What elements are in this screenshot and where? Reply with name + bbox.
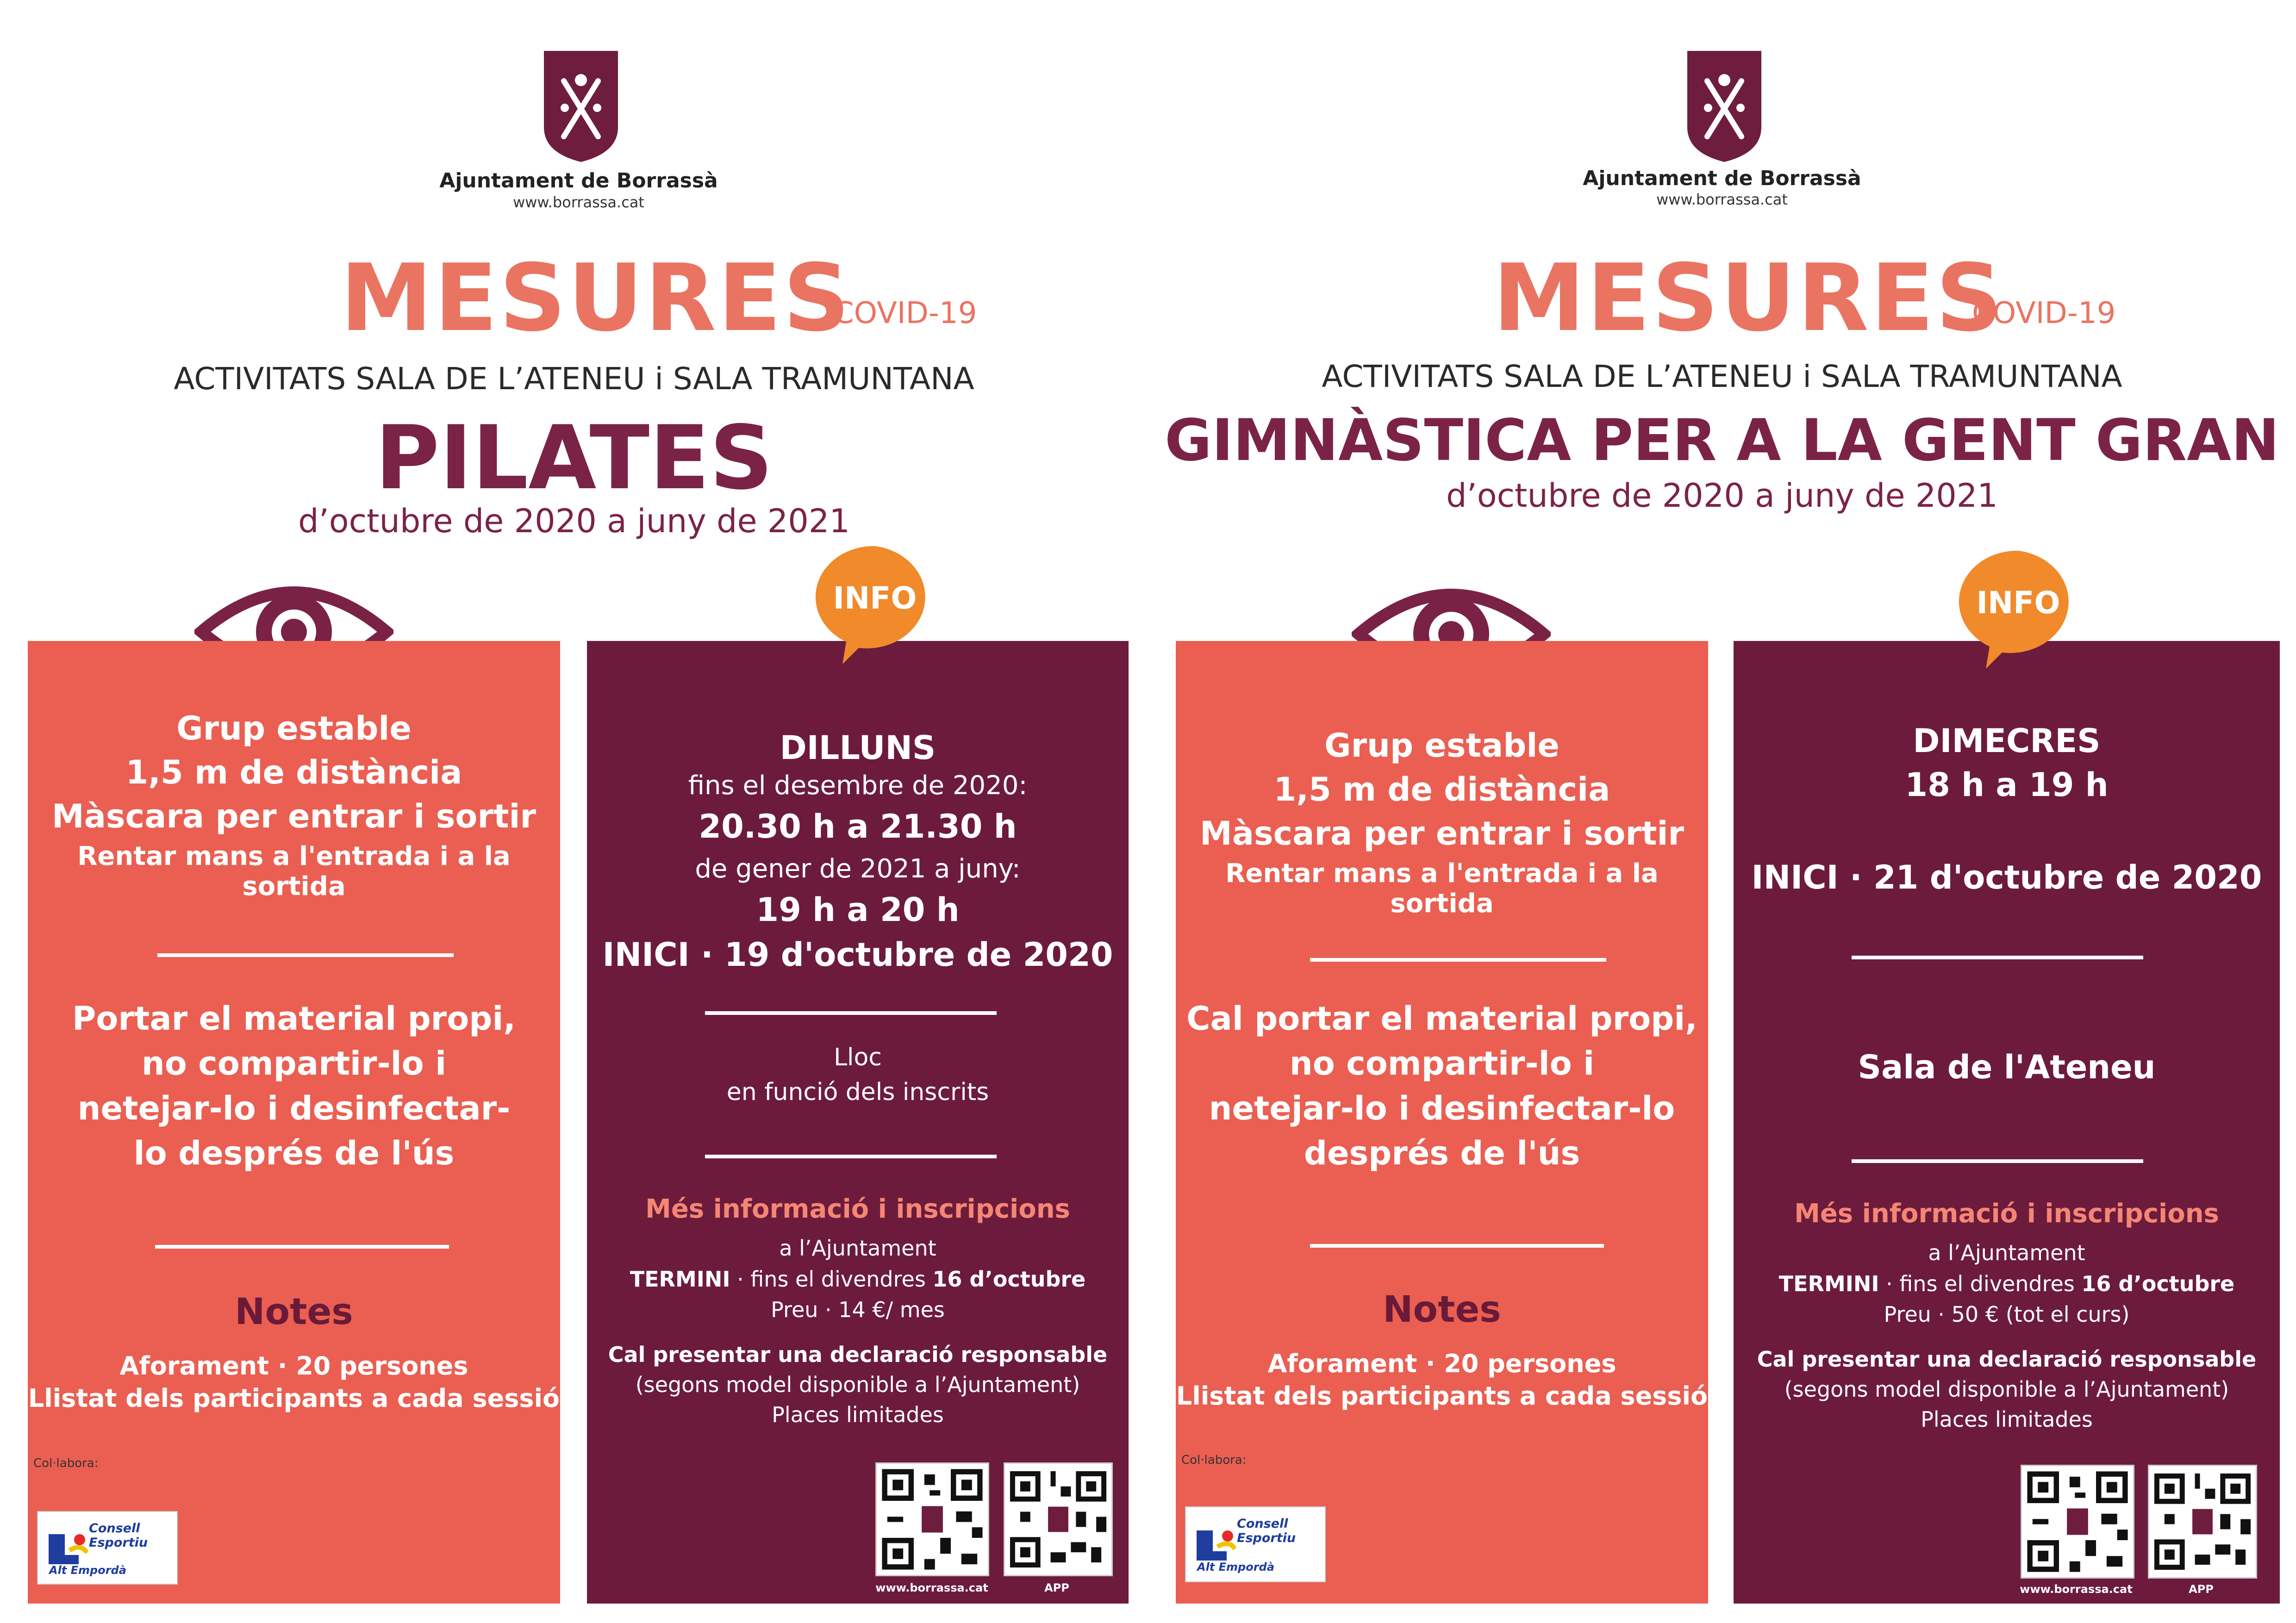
more-info-heading: Més informació i inscripcions (645, 1194, 1070, 1224)
measure-hand-washing: Rentar mans a l'entrada i a la sortida (77, 841, 511, 902)
org-website: www.borrassa.cat (1656, 191, 1788, 208)
info-bubble-label: INFO (833, 580, 917, 616)
org-name: Ajuntament de Borrassà (439, 169, 718, 193)
place-detail: en funció dels inscrits (726, 1078, 989, 1106)
divider (157, 953, 454, 957)
measure-distance: 1,5 m de distància (125, 753, 462, 791)
org-name: Ajuntament de Borrassà (1583, 167, 1861, 190)
start-date: INICI · 19 d'octubre de 2020 (602, 936, 1113, 974)
deadline-label: TERMINI (630, 1267, 730, 1292)
divider (1852, 1159, 2143, 1163)
measure-hand-washing: Rentar mans a l'entrada i a la sortida (1225, 858, 1659, 919)
qr-code-icon[interactable] (2021, 1465, 2134, 1579)
declaration-model: (segons model disponible a l’Ajuntament) (1784, 1377, 2229, 1402)
declaration-required: Cal presentar una declaració responsable (608, 1342, 1108, 1367)
measures-panel (1176, 641, 1708, 1604)
measure-stable-group: Grup estable (1324, 727, 1560, 765)
material-line-1: Portar el material propi, (72, 1000, 516, 1038)
consell-esportiu-logo (37, 1511, 178, 1585)
consell-esportiu-logo (1185, 1506, 1326, 1582)
divider (1310, 1244, 1604, 1248)
collab-logo-text-2: Alt Empordà (1197, 1561, 1274, 1573)
period-2: de gener de 2021 a juny: (695, 854, 1021, 884)
weekday: DILLUNS (780, 729, 936, 767)
deadline-text: · fins el divendres (730, 1267, 933, 1292)
measure-mask: Màscara per entrar i sortir (52, 797, 536, 835)
qr-website-label: www.borrassa.cat (2020, 1583, 2133, 1596)
collab-label: Col·labora: (1181, 1453, 1247, 1467)
weekday: DIMECRES (1913, 722, 2101, 760)
qr-app-label: APP (1044, 1581, 1069, 1594)
main-title: MESURES (340, 244, 852, 352)
collab-logo-text-1: Consell Esportiu (1237, 1517, 1296, 1545)
info-bubble-icon (1953, 544, 2083, 673)
material-line-4: després de l'ús (1304, 1134, 1580, 1172)
divider (705, 1155, 997, 1158)
material-line-2: no compartir-lo i (1289, 1045, 1595, 1082)
qr-website-label: www.borrassa.cat (875, 1581, 988, 1594)
qr-code-icon[interactable] (2148, 1465, 2257, 1579)
info-panel (587, 641, 1129, 1604)
time-1: 20.30 h a 21.30 h (699, 808, 1017, 846)
divider (155, 1245, 449, 1249)
season-dates: d’octubre de 2020 a juny de 2021 (1446, 477, 1998, 515)
notes-participants: Llistat dels participants a cada sessió (28, 1384, 560, 1413)
collab-logo-text-2: Alt Empordà (49, 1564, 126, 1577)
season-dates: d’octubre de 2020 a juny de 2021 (298, 502, 850, 540)
period-1: fins el desembre de 2020: (688, 771, 1028, 801)
consell-esportiu-logo-icon (1194, 1526, 1236, 1563)
notes-title: Notes (1383, 1289, 1501, 1331)
covid-label: COVID-19 (1972, 296, 2116, 330)
more-info-heading: Més informació i inscripcions (1794, 1199, 2219, 1229)
limited-places: Places limitades (1921, 1407, 2093, 1432)
collab-logo-text-1: Consell Esportiu (89, 1521, 148, 1550)
notes-title: Notes (235, 1291, 353, 1333)
start-date: INICI · 21 d'octubre de 2020 (1751, 858, 2262, 896)
deadline-label: TERMINI (1778, 1271, 1879, 1296)
material-line-1: Cal portar el material propi, (1186, 1000, 1697, 1038)
qr-code-icon[interactable] (875, 1462, 989, 1576)
activity-title: GIMNÀSTICA PER A LA GENT GRAN (1165, 407, 2279, 474)
deadline-text: · fins el divendres (1879, 1271, 2082, 1296)
material-line-2: no compartir-lo i (141, 1045, 447, 1082)
material-line-3: netejar-lo i desinfectar-lo (1209, 1089, 1675, 1127)
deadline (1734, 1271, 2280, 1296)
notes-participants: Llistat dels participants a cada sessió (1176, 1381, 1708, 1411)
measure-distance: 1,5 m de distància (1273, 771, 1610, 808)
info-bubble-label: INFO (1976, 585, 2060, 621)
place: Sala de l'Ateneu (1858, 1048, 2156, 1086)
subtitle: ACTIVITATS SALA DE L’ATENEU i SALA TRAMUNTANA (174, 361, 974, 397)
collab-label: Col·labora: (33, 1456, 99, 1470)
price: Preu · 50 € (tot el curs) (1884, 1302, 2130, 1327)
poster-gimnastica (1148, 0, 2296, 1623)
covid-label: COVID-19 (833, 296, 977, 330)
info-panel (1734, 641, 2280, 1604)
at-town-hall: a l’Ajuntament (779, 1236, 936, 1261)
org-website: www.borrassa.cat (513, 193, 644, 211)
deadline-date: 16 d’octubre (932, 1267, 1086, 1292)
notes-capacity: Aforament · 20 persones (119, 1351, 468, 1380)
deadline-date: 16 d’octubre (2081, 1271, 2235, 1296)
time: 18 h a 19 h (1905, 766, 2109, 804)
consell-esportiu-logo-icon (46, 1530, 88, 1567)
main-title: MESURES (1493, 244, 2004, 352)
info-bubble-icon (810, 539, 940, 669)
divider (1310, 958, 1606, 962)
declaration-required: Cal presentar una declaració responsable (1757, 1347, 2257, 1372)
shield-logo-icon (542, 49, 620, 164)
divider (1852, 956, 2143, 959)
limited-places: Places limitades (772, 1402, 944, 1427)
price: Preu · 14 €/ mes (771, 1297, 945, 1322)
declaration-model: (segons model disponible a l’Ajuntament) (635, 1372, 1080, 1397)
activity-title: PILATES (375, 407, 773, 509)
time-2: 19 h a 20 h (756, 891, 960, 929)
at-town-hall: a l’Ajuntament (1928, 1240, 2085, 1265)
subtitle: ACTIVITATS SALA DE L’ATENEU i SALA TRAMUNTANA (1322, 359, 2122, 394)
place-label: Lloc (834, 1044, 882, 1071)
notes-capacity: Aforament · 20 persones (1267, 1349, 1616, 1378)
material-line-4: lo després de l'ús (133, 1134, 455, 1172)
qr-app-label: APP (2189, 1583, 2214, 1596)
material-line-3: netejar-lo i desinfectar- (77, 1089, 511, 1127)
measure-mask: Màscara per entrar i sortir (1200, 815, 1684, 852)
measure-stable-group: Grup estable (176, 709, 412, 747)
qr-code-icon[interactable] (1004, 1462, 1113, 1576)
shield-logo-icon (1685, 49, 1764, 164)
deadline (587, 1267, 1129, 1292)
divider (705, 1011, 997, 1015)
measures-panel (28, 641, 560, 1604)
